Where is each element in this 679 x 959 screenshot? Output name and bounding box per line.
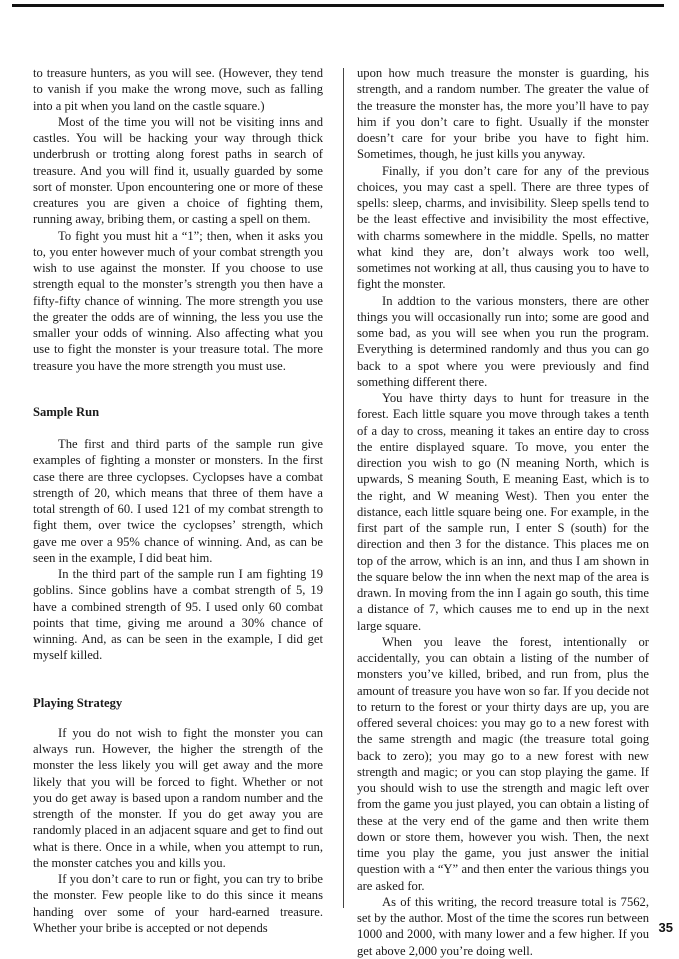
right-column <box>357 65 649 959</box>
paragraph: Finally, if you don’t care for any of the previous choices, you may cast a spell. There are three types of spells: sleep, charms, and invisibility. Sleep spells tend to be the least effective and invisibility the most effective, with charms somewhere in the middle. Spells, no matter what kind they are, don’t always work too well, sometimes not working at all, thus causing you to have to fight the monster. <box>357 163 649 292</box>
section-heading-sample-run: Sample Run <box>33 404 100 419</box>
paragraph: If you don’t care to run or fight, you can try to bribe the monster. Few people like to do this since it means handing over some of your hard-earned treasure. Whether your bribe is accepted or not depends <box>33 872 323 935</box>
paragraph: If you do not wish to fight the monster you can always run. However, the higher the strength of the monster the less likely you will get away and the more likely that you will be forced to fight. Whether or not you do get away is based upon a random number and the strength of the monster. If you do get away you are randomly placed in an adjacent square and get to find out what is there. Once in a while, when you attempt to run, the monster catches you and kills you. <box>33 725 323 870</box>
paragraph: upon how much treasure the monster is guarding, his strength, and a random number. The greater the value of the treasure the monster has, the more you’ll have to pay him if you don’t care to fight. Usually if the monster doesn’t care for your bribe you have to fight him. Sometimes, though, he just kills you anyway. <box>357 66 649 162</box>
page-number: 35 <box>658 920 673 935</box>
paragraph: In the third part of the sample run I am fighting 19 goblins. Since goblins have a combat strength of 5, 19 have a combined strength of 95. I used only 60 combat points that time, giving me around a 30% chance of winning. And, as can be seen in the example, I did get myself killed. <box>33 567 323 663</box>
paragraph: To fight you must hit a “1”; then, when it asks you to, you enter however much of your combat strength you wish to use against the monster. If you choose to use strength equal to the monster’s strength you then have a fifty-fifty chance of winning. The more strength you use the greater the odds are of winning, the less you use the smaller your odds of winning. Also affecting what you use to fight the monster is your treasure total. The more treasure you have the more strength you must use. <box>33 228 323 373</box>
paragraph: to treasure hunters, as you will see. (However, they tend to vanish if you make the wrong move, such as falling into a pit when you land on the castle square.) <box>33 66 323 113</box>
paragraph: When you leave the forest, intentionally or accidentally, you can obtain a listing of the number of monsters you’ve killed, bribed, and run from, plus the amount of treasure you have won so far. If you decide not to return to the forest or your thirty days are up, you are offered several choices: you may go to a new forest with the same strength and magic (the treasure total going back to zero); you may go to a new forest with new strength and magic; or you can stop playing the game. If you should wish to use the strength and magic left over from the game you just played, you can obtain a listing of these at the very end of the game and then write them down or store them, however you wish. Then, the next time you play the game, you just answer the initial question with a “Y” and then enter the various things you are asked for. <box>357 634 649 893</box>
paragraph: Most of the time you will not be visiting inns and castles. You will be hacking your way through thick underbrush or trotting along forest paths in search of treasure. And you will find it, usually guarded by some sort of monster. Upon encountering one or more of these creatures you are given a choice of fighting them, running away, bribing them, or casting a spell on them. <box>33 114 323 227</box>
column-divider <box>343 68 344 908</box>
paragraph: As of this writing, the record treasure total is 7562, set by the author. Most of the time the scores run between 1000 and 2000, with many lower and a few higher. If you get above 2,000 you’re doing well. <box>357 894 649 958</box>
paragraph: You have thirty days to hunt for treasure in the forest. Each little square you move through takes a tenth of a day to cross, meaning it takes an entire day to cross the entire displayed square. To move, you enter the direction you wish to go (N meaning North, which is upwards, S meaning South, E meaning East, which is to the right, and W meaning West). Then you enter the distance, each little square being one. For example, in the first part of the sample run, I enter S (south) for the direction and then 3 for the distance. This places me on top of the arrow, which is an inn, and thus I am shown in the square below the inn when the next map of the area is drawn. In moving from the inn I again go south, this time a distance of 7, which causes me to end up in the next large square. <box>357 391 649 633</box>
left-column <box>33 65 323 936</box>
paragraph: The first and third parts of the sample run give examples of fighting a monster or monsters. In the first case there are three cyclopses. Cyclopses have a combat strength of 20, which means that three of them have a total strength of 60. I used 121 of my combat strength to fight them, over twice the cyclopses’ strength, which gave me over a 95% chance of winning. And, as can be seen in the example, I did beat him. <box>33 437 323 565</box>
top-rule <box>12 4 664 7</box>
section-heading-playing-strategy: Playing Strategy <box>33 695 123 710</box>
paragraph: In addtion to the various monsters, there are other things you will occasionally run into; some are good and some bad, as you will see when you run the program. Everything is determined randomly and thus you can go back to a spot where you were previously and find something different there. <box>357 293 649 389</box>
